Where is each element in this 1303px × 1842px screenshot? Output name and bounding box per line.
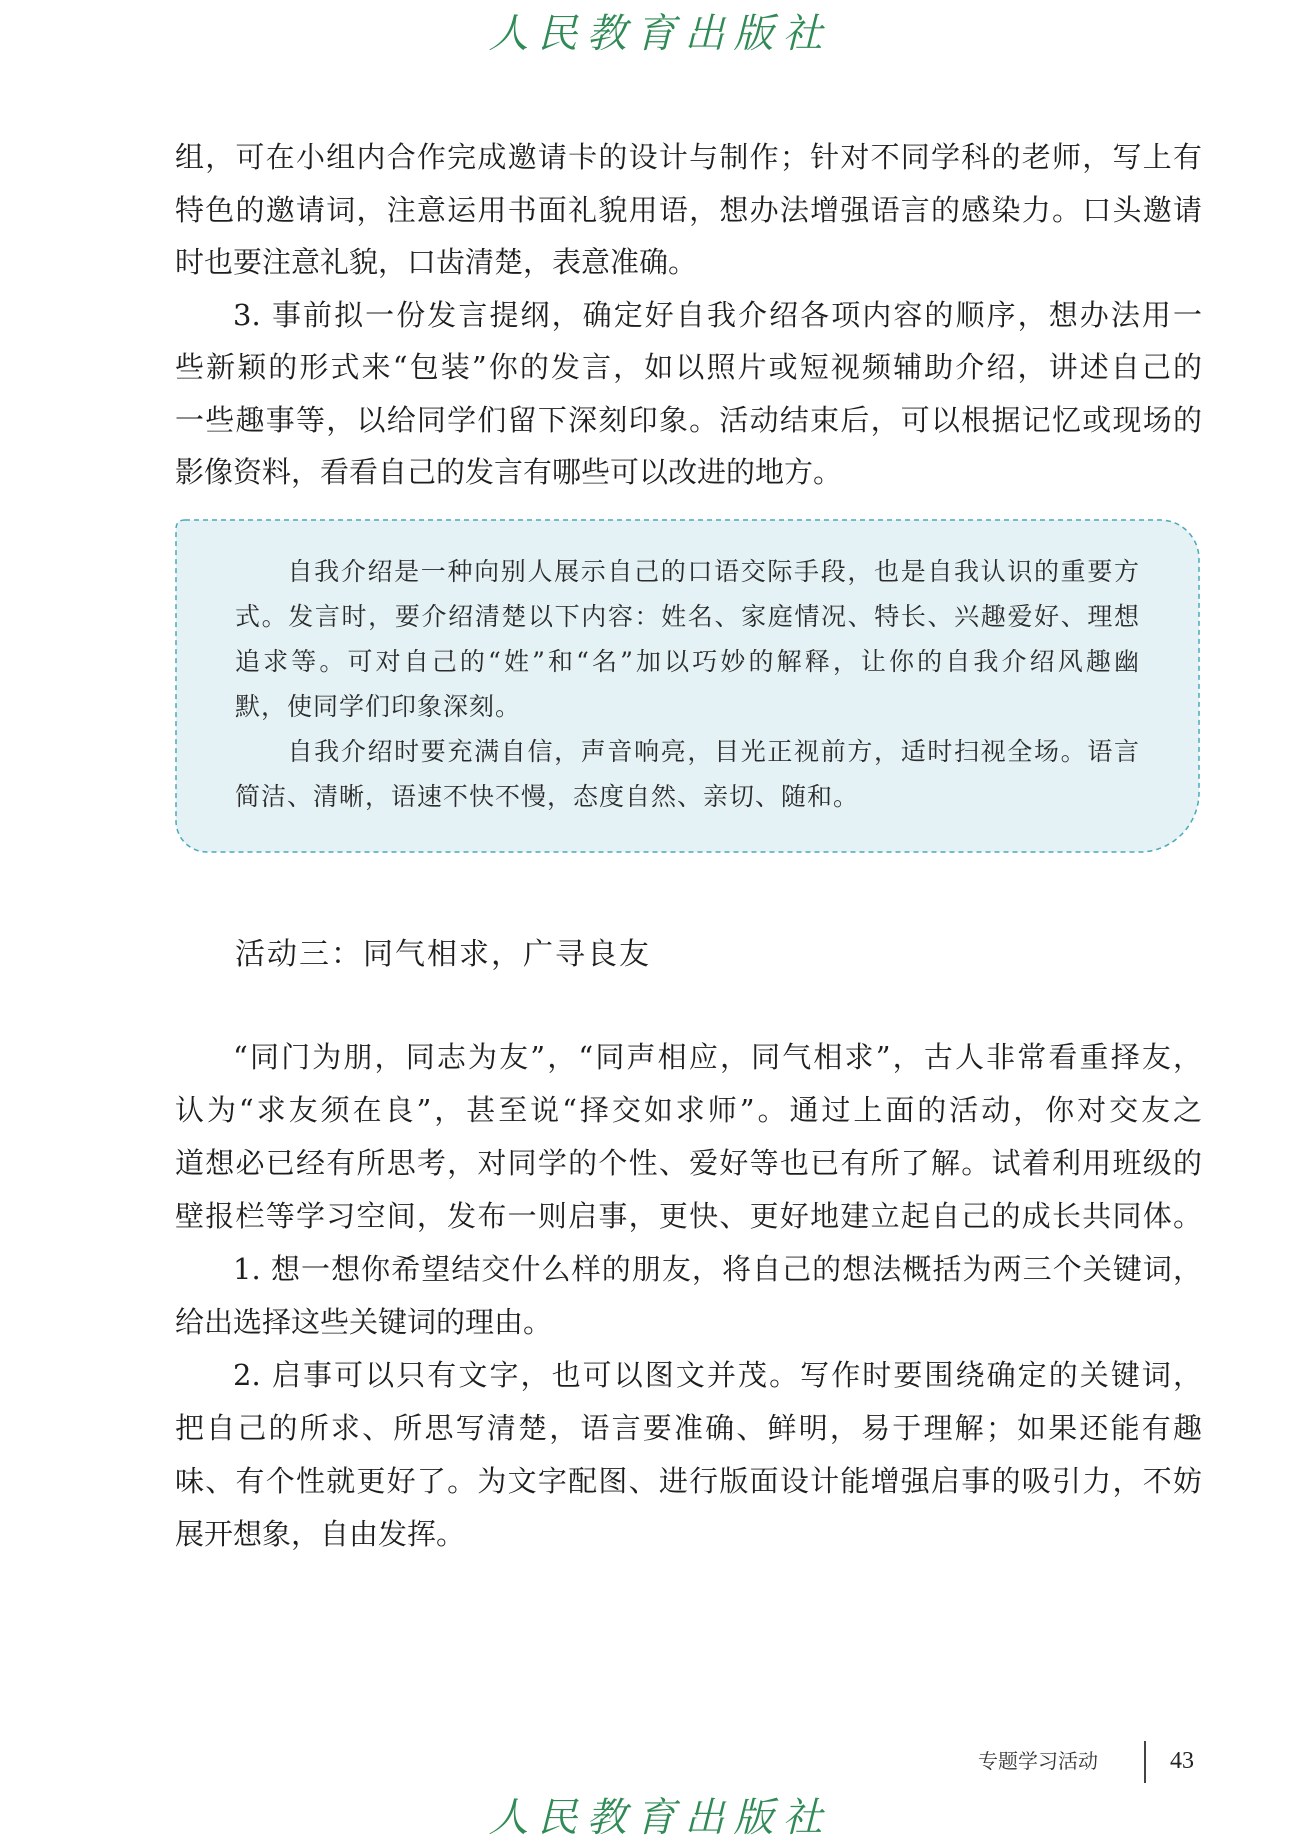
footer-divider <box>1144 1741 1146 1783</box>
text-line: 3. 事前拟一份发言提纲，确定好自我介绍各项内容的顺序，想办法用一 <box>233 297 1202 332</box>
text-line: “同门为朋，同志为友”，“同声相应，同气相求”，古人非常看重择友， <box>233 1040 1202 1074</box>
paragraph-item-3 <box>175 289 1202 499</box>
paragraph-item-1 <box>175 1243 1202 1349</box>
footer-section-label: 专题学习活动 <box>978 1749 1098 1773</box>
text-line: 组，可在小组内合作完成邀请卡的设计与制作；针对不同学科的老师，写上有 <box>175 140 1202 174</box>
activity-heading: 活动三：同气相求，广寻良友 <box>235 937 651 972</box>
publisher-logo-footer: 人民教育出版社 <box>488 1795 832 1841</box>
text-line: 壁报栏等学习空间，发布一则启事，更快、更好地建立起自己的成长共同体。 <box>175 1199 1202 1233</box>
tip-box-text <box>235 549 1140 819</box>
paragraph-item-2 <box>175 1349 1202 1561</box>
tip-paragraph-confidence <box>235 729 1140 819</box>
text-line: 给出选择这些关键词的理由。 <box>175 1305 553 1339</box>
paragraph-invitation-continued <box>175 131 1202 289</box>
body-section-top <box>175 131 1202 499</box>
text-line: 时也要注意礼貌，口齿清楚，表意准确。 <box>175 245 698 279</box>
text-line: 简洁、清晰，语速不快不慢，态度自然、亲切、随和。 <box>235 782 860 811</box>
text-line: 自我介绍时要充满自信，声音响亮，目光正视前方，适时扫视全场。语言 <box>287 737 1140 766</box>
text-line: 些新颖的形式来“包装”你的发言，如以照片或短视频辅助介绍，讲述自己的 <box>175 350 1202 384</box>
body-section-bottom <box>175 1031 1202 1561</box>
paragraph-intro-friends <box>175 1031 1202 1243</box>
page-number: 43 <box>1170 1748 1194 1774</box>
publisher-logo: 人民教育出版社 <box>488 11 832 57</box>
text-line: 味、有个性就更好了。为文字配图、进行版面设计能增强启事的吸引力，不妨 <box>175 1464 1202 1498</box>
text-line: 把自己的所求、所思写清楚，语言要准确、鲜明，易于理解；如果还能有趣 <box>175 1411 1202 1445</box>
text-line: 认为“求友须在良”，甚至说“择交如求师”。通过上面的活动，你对交友之 <box>175 1093 1202 1127</box>
tip-paragraph-self-intro <box>235 549 1140 729</box>
text-line: 追求等。可对自己的“姓”和“名”加以巧妙的解释，让你的自我介绍风趣幽 <box>235 647 1140 676</box>
text-line: 1. 想一想你希望结交什么样的朋友，将自己的想法概括为两三个关键词， <box>233 1252 1202 1286</box>
text-line: 式。发言时，要介绍清楚以下内容：姓名、家庭情况、特长、兴趣爱好、理想 <box>235 602 1140 631</box>
text-line: 一些趣事等，以给同学们留下深刻印象。活动结束后，可以根据记忆或现场的 <box>175 402 1202 437</box>
text-line: 自我介绍是一种向别人展示自己的口语交际手段，也是自我认识的重要方 <box>287 557 1140 586</box>
text-line: 影像资料，看看自己的发言有哪些可以改进的地方。 <box>175 455 843 489</box>
text-line: 特色的邀请词，注意运用书面礼貌用语，想办法增强语言的感染力。口头邀请 <box>175 192 1202 227</box>
text-line: 默，使同学们印象深刻。 <box>235 692 522 721</box>
text-line: 展开想象，自由发挥。 <box>175 1517 466 1551</box>
text-line: 2. 启事可以只有文字，也可以图文并茂。写作时要围绕确定的关键词， <box>233 1358 1202 1392</box>
text-line: 道想必已经有所思考，对同学的个性、爱好等也已有所了解。试着利用班级的 <box>175 1146 1202 1180</box>
